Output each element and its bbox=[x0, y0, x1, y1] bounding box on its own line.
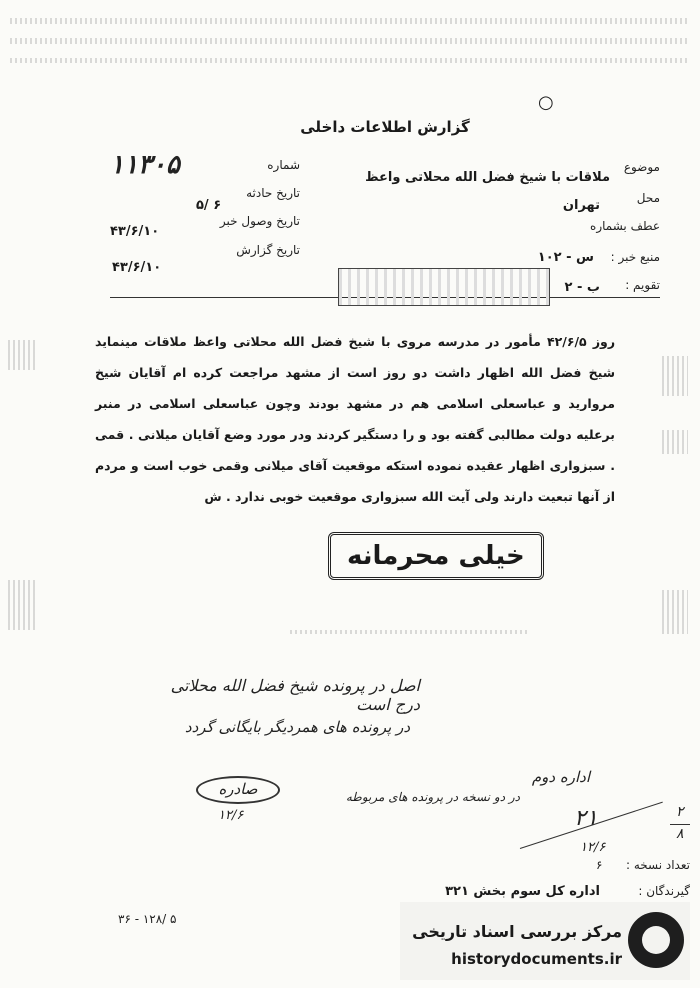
scan-noise-left-2 bbox=[8, 580, 36, 630]
handwritten-note-2: در پرونده های همردیگر بایگانی گردد bbox=[184, 718, 410, 736]
archive-logo-icon bbox=[628, 912, 684, 968]
logo-name: مرکز بررسی اسناد تاریخی bbox=[412, 922, 622, 941]
source-value: س - ۱۰۲ bbox=[537, 250, 594, 265]
scan-noise-right-3 bbox=[662, 590, 688, 634]
classification-box bbox=[338, 268, 550, 306]
recipients-value: اداره کل سوم بخش ۳۲۱ bbox=[445, 884, 600, 899]
received-date-value: ۴۳/۶/۱۰ bbox=[110, 224, 160, 239]
copies-value: ۶ bbox=[596, 858, 603, 872]
evaluation-label: تقویم : bbox=[625, 278, 660, 292]
place-value: تهران bbox=[562, 198, 600, 213]
scan-noise-top bbox=[10, 18, 690, 24]
initials-right: اداره دوم bbox=[531, 768, 590, 786]
subject-value: ملاقات با شیخ فضل الله محلاتی واعظ bbox=[365, 170, 610, 185]
recipients-label: گیرندگان : bbox=[638, 884, 690, 898]
logo-url[interactable]: historydocuments.ir bbox=[451, 950, 622, 968]
scan-noise-top-2 bbox=[10, 38, 690, 44]
initials-left: صادره bbox=[218, 780, 258, 798]
report-date-value: ۴۳/۶/۱۰ bbox=[112, 260, 162, 275]
reference-label: عطف بشماره bbox=[590, 219, 660, 233]
event-date-label: تاریخ حادثه bbox=[246, 186, 300, 200]
scan-noise-right-2 bbox=[662, 430, 688, 454]
place-label: محل bbox=[636, 191, 660, 205]
handwritten-note-center: در دو نسخه در پرونده های مربوطه bbox=[345, 790, 520, 804]
initials-left-date: ۱۲/۶ bbox=[218, 808, 244, 823]
evaluation-value: ب - ۲ bbox=[564, 280, 600, 295]
handwritten-note-1: اصل در پرونده شیخ فضل الله محلاتی درج است bbox=[170, 676, 420, 714]
scan-noise-top-3 bbox=[10, 58, 690, 63]
report-date-label: تاریخ گزارش bbox=[236, 243, 300, 257]
number-right: ۲۱ bbox=[574, 806, 598, 831]
number-label: شماره bbox=[267, 158, 300, 172]
fraction-bottom: ۸ bbox=[676, 826, 684, 842]
circle-mark: ○ bbox=[538, 92, 554, 113]
event-date-value: ۵/ ۶ bbox=[196, 198, 222, 213]
faint-line bbox=[290, 630, 530, 634]
fraction-bar bbox=[670, 824, 690, 825]
scan-noise-left-1 bbox=[8, 340, 36, 370]
report-body: روز ۴۲/۶/۵ مأمور در مدرسه مروی با شیخ فضل الله محلاتی واعظ ملاقات مینماید شیخ فضل الله اظهار داشت دو روز است از مشهد مراجعت کرده ام آقایان شیخ مروارید و عباسعلی اسلامی هم در مشهد بودند وچون عباسعلی اسلامی در منبر برعلیه دولت مطالبی گفته بود و را دستگیر کردند ودر مورد وضع آقایان میلانی . قمی . سبزواری اظهار عقیده نموده استکه موقعیت آقای میلانی وقمی خوب است و مردم از آنها تبعیت دارند ولی آیت الله سبزواری موقعیت خوبی ندارد . ش bbox=[95, 334, 616, 504]
scan-noise-right-1 bbox=[662, 356, 688, 396]
source-label: منبع خبر : bbox=[610, 250, 660, 264]
fraction-top: ۲ bbox=[676, 804, 684, 820]
report-title: گزارش اطلاعات داخلی bbox=[300, 118, 470, 136]
subject-label: موضوع bbox=[623, 160, 660, 174]
small-mark: ۱۲/۶ bbox=[580, 840, 606, 855]
number-value: ۱۱۳۰۵ bbox=[110, 150, 180, 180]
received-date-label: تاریخ وصول خبر bbox=[219, 214, 300, 228]
form-code: ۳۶ - ۱۲۸/ ۵ bbox=[118, 912, 177, 926]
highly-confidential-stamp: خیلی محرمانه bbox=[328, 532, 544, 580]
copies-label: تعداد نسخه : bbox=[625, 858, 690, 872]
